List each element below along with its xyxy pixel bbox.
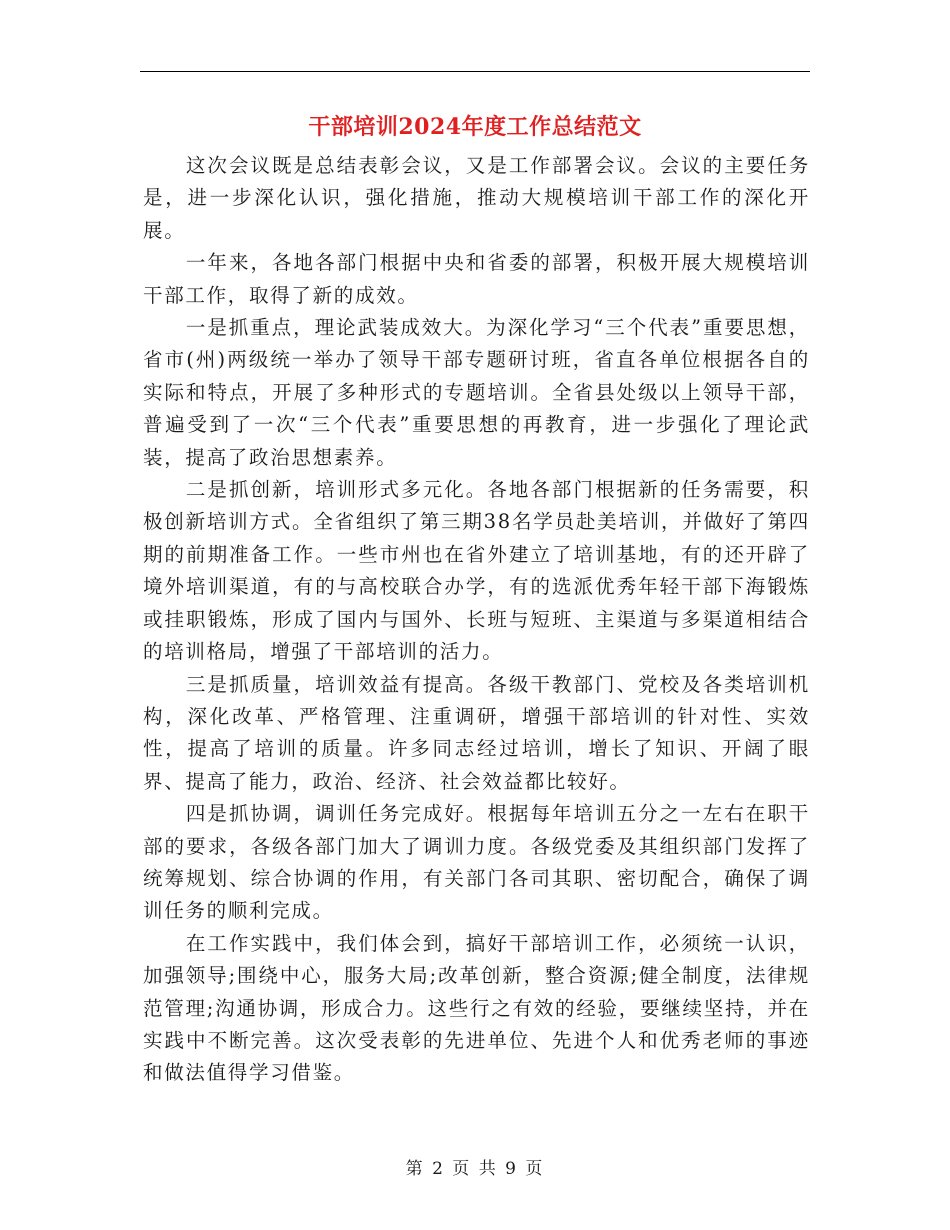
paragraph-point-two: 二是抓创新，培训形式多元化。各地各部门根据新的任务需要，积极创新培训方式。全省组织了第三期38名学员赴美培训，并做好了第四期的前期准备工作。一些市州也在省外建立了培训基地，有的还开辟了境外培训渠道，有的与高校联合办学，有的选派优秀年轻干部下海锻炼或挂职锻炼，形成了国内与国外、长班与短班、主渠道与多渠道相结合的培训格局，增强了干部培训的活力。 bbox=[143, 478, 810, 664]
header-rule bbox=[140, 71, 810, 72]
document-title: 干部培训2024年度工作总结范文 bbox=[308, 114, 642, 140]
paragraph-overview: 一年来，各地各部门根据中央和省委的部署，积极开展大规模培训干部工作，取得了新的成效。 bbox=[143, 251, 810, 307]
paragraph-point-three: 三是抓质量，培训效益有提高。各级干教部门、党校及各类培训机构，深化改革、严格管理、注重调研，增强干部培训的针对性、实效性，提高了培训的质量。许多同志经过培训，增长了知识、开阔了眼界、提高了能力，政治、经济、社会效益都比较好。 bbox=[143, 672, 810, 793]
paragraph-point-one: 一是抓重点，理论武装成效大。为深化学习“三个代表”重要思想，省市(州)两级统一举办了领导干部专题研讨班，省直各单位根据各自的实际和特点，开展了多种形式的专题培训。全省县处级以上领导干部，普遍受到了一次“三个代表”重要思想的再教育，进一步强化了理论武装，提高了政治思想素养。 bbox=[143, 316, 810, 469]
page-number: 第 2 页 共 9 页 bbox=[405, 1159, 545, 1179]
paragraph-intro: 这次会议既是总结表彰会议，又是工作部署会议。会议的主要任务是，进一步深化认识，强化措施，推动大规模培训干部工作的深化开展。 bbox=[143, 154, 810, 242]
document-body bbox=[143, 150, 810, 1090]
paragraph-experience: 在工作实践中，我们体会到，搞好干部培训工作，必须统一认识，加强领导;围绕中心，服务大局;改革创新，整合资源;健全制度，法律规范管理;沟通协调，形成合力。这些行之有效的经验，要继续坚持，并在实践中不断完善。这次受表彰的先进单位、先进个人和优秀老师的事迹和做法值得学习借鉴。 bbox=[143, 931, 810, 1085]
paragraph-point-four: 四是抓协调，调训任务完成好。根据每年培训五分之一左右在职干部的要求，各级各部门加大了调训力度。各级党委及其组织部门发挥了统筹规划、综合协调的作用，有关部门各司其职、密切配合，确保了调训任务的顺利完成。 bbox=[143, 802, 810, 923]
